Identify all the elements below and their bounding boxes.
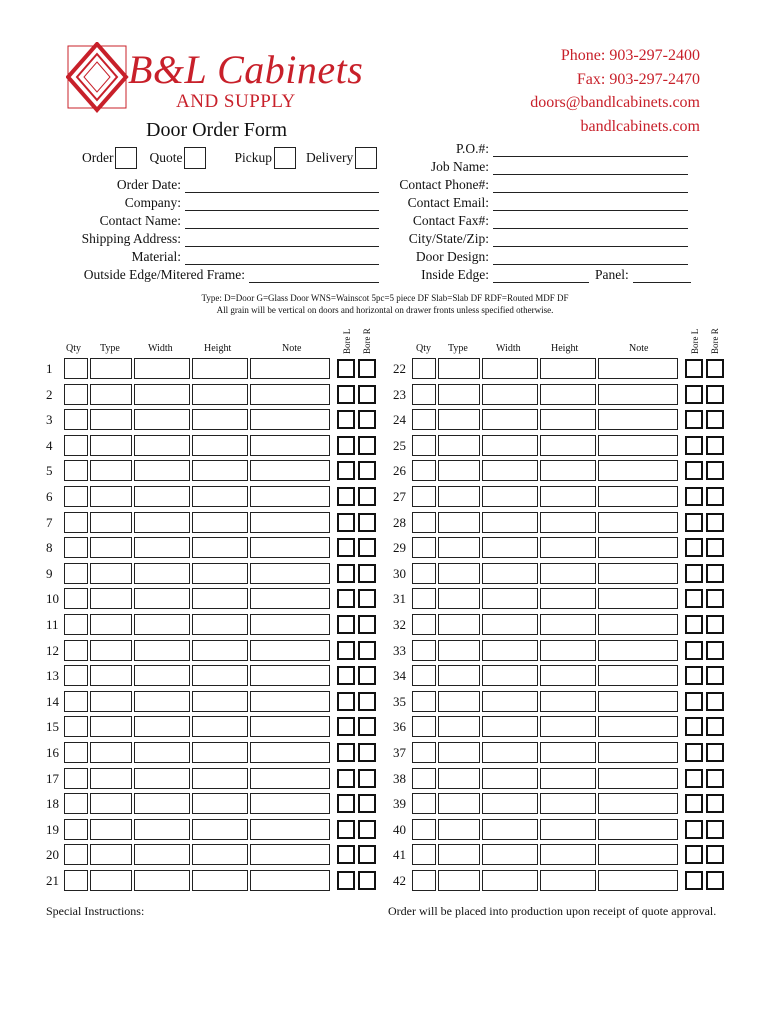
type-cell[interactable] bbox=[438, 614, 480, 635]
width-cell[interactable] bbox=[482, 819, 538, 840]
pickup-option[interactable] bbox=[234, 147, 296, 169]
order-type-row bbox=[82, 146, 377, 170]
header-qty-right: Qty bbox=[416, 343, 431, 354]
bore-right-checkbox[interactable] bbox=[706, 487, 724, 506]
bore-left-checkbox[interactable] bbox=[685, 794, 703, 813]
header-width-left: Width bbox=[148, 343, 173, 354]
height-cell[interactable] bbox=[540, 486, 596, 507]
contact-phone-field[interactable] bbox=[380, 175, 688, 193]
row-number: 36 bbox=[393, 719, 406, 735]
type-cell[interactable] bbox=[438, 844, 480, 865]
header-note-left: Note bbox=[282, 343, 302, 354]
door-design-label: Door Design: bbox=[415, 249, 489, 264]
bore-left-checkbox[interactable] bbox=[685, 845, 703, 864]
height-cell[interactable] bbox=[540, 870, 596, 891]
contact-name-field[interactable] bbox=[60, 211, 379, 229]
delivery-checkbox[interactable] bbox=[355, 147, 377, 169]
row-number: 23 bbox=[393, 386, 406, 402]
bore-right-checkbox[interactable] bbox=[706, 461, 724, 480]
website-link[interactable]: bandlcabinets.com bbox=[580, 117, 700, 135]
row-number: 15 bbox=[46, 719, 59, 735]
row-number: 31 bbox=[393, 591, 406, 607]
width-cell[interactable] bbox=[482, 409, 538, 430]
width-cell[interactable] bbox=[482, 563, 538, 584]
qty-cell[interactable] bbox=[412, 435, 436, 456]
row-number: 17 bbox=[46, 770, 59, 786]
table-row bbox=[0, 793, 770, 815]
width-cell[interactable] bbox=[482, 716, 538, 737]
note-cell[interactable] bbox=[598, 844, 678, 865]
bore-right-checkbox[interactable] bbox=[706, 666, 724, 685]
width-cell[interactable] bbox=[482, 665, 538, 686]
type-cell[interactable] bbox=[438, 358, 480, 379]
type-cell[interactable] bbox=[438, 640, 480, 661]
bore-right-checkbox[interactable] bbox=[706, 538, 724, 557]
table-row bbox=[0, 409, 770, 431]
header-width-right: Width bbox=[496, 343, 521, 354]
row-number: 30 bbox=[393, 565, 406, 581]
bore-left-checkbox[interactable] bbox=[685, 513, 703, 532]
row-number: 38 bbox=[393, 770, 406, 786]
row-number: 33 bbox=[393, 642, 406, 658]
qty-cell[interactable] bbox=[412, 460, 436, 481]
inside-edge-label: Inside Edge: bbox=[421, 267, 489, 282]
bore-left-checkbox[interactable] bbox=[685, 615, 703, 634]
special-instructions-label: Special Instructions: bbox=[46, 904, 145, 918]
material-field[interactable] bbox=[60, 247, 379, 265]
form-title: Door Order Form bbox=[146, 119, 288, 141]
bore-right-checkbox[interactable] bbox=[706, 794, 724, 813]
row-number: 39 bbox=[393, 796, 406, 812]
row-number: 26 bbox=[393, 463, 406, 479]
row-number: 25 bbox=[393, 437, 406, 453]
table-row bbox=[0, 358, 770, 380]
width-cell[interactable] bbox=[482, 742, 538, 763]
qty-cell[interactable] bbox=[412, 870, 436, 891]
contact-name-input[interactable] bbox=[185, 215, 379, 229]
contact-phone-input[interactable] bbox=[493, 179, 688, 193]
bore-right-checkbox[interactable] bbox=[706, 641, 724, 660]
width-cell[interactable] bbox=[482, 460, 538, 481]
width-cell[interactable] bbox=[482, 793, 538, 814]
table-row bbox=[0, 384, 770, 406]
row-number: 22 bbox=[393, 361, 406, 376]
height-cell[interactable] bbox=[540, 460, 596, 481]
city-state-zip-field[interactable] bbox=[380, 229, 688, 247]
row-number: 24 bbox=[393, 412, 406, 428]
bore-left-checkbox[interactable] bbox=[685, 820, 703, 839]
height-cell[interactable] bbox=[540, 588, 596, 609]
height-cell[interactable] bbox=[540, 691, 596, 712]
note-cell[interactable] bbox=[598, 614, 678, 635]
qty-cell[interactable] bbox=[412, 768, 436, 789]
height-cell[interactable] bbox=[540, 665, 596, 686]
note-cell[interactable] bbox=[598, 640, 678, 661]
row-number: 20 bbox=[46, 847, 59, 863]
bore-left-checkbox[interactable] bbox=[685, 410, 703, 429]
qty-cell[interactable] bbox=[412, 614, 436, 635]
width-cell[interactable] bbox=[482, 768, 538, 789]
header-type-left: Type bbox=[100, 343, 120, 354]
bore-right-checkbox[interactable] bbox=[706, 513, 724, 532]
table-row bbox=[0, 537, 770, 559]
bore-right-checkbox[interactable] bbox=[706, 845, 724, 864]
pickup-checkbox[interactable] bbox=[274, 147, 296, 169]
note-cell[interactable] bbox=[598, 742, 678, 763]
contact-name-label: Contact Name: bbox=[99, 213, 181, 228]
outside-edge-input[interactable] bbox=[249, 269, 379, 283]
po-input[interactable] bbox=[493, 143, 688, 157]
height-cell[interactable] bbox=[540, 435, 596, 456]
width-cell[interactable] bbox=[482, 537, 538, 558]
bore-left-checkbox[interactable] bbox=[685, 385, 703, 404]
bore-right-checkbox[interactable] bbox=[706, 410, 724, 429]
row-number: 42 bbox=[393, 873, 406, 888]
panel-label: Panel: bbox=[595, 267, 629, 282]
row-number: 21 bbox=[46, 873, 59, 888]
door-design-input[interactable] bbox=[493, 251, 688, 265]
row-number: 10 bbox=[46, 591, 59, 607]
row-number: 41 bbox=[393, 847, 406, 863]
width-cell[interactable] bbox=[482, 870, 538, 891]
note-cell[interactable] bbox=[598, 563, 678, 584]
height-cell[interactable] bbox=[540, 563, 596, 584]
contact-email-field[interactable] bbox=[380, 193, 688, 211]
table-row bbox=[0, 844, 770, 866]
note-cell[interactable] bbox=[598, 435, 678, 456]
note-cell[interactable] bbox=[598, 588, 678, 609]
width-cell[interactable] bbox=[482, 512, 538, 533]
type-cell[interactable] bbox=[438, 512, 480, 533]
width-cell[interactable] bbox=[482, 435, 538, 456]
table-row bbox=[0, 742, 770, 764]
note-cell[interactable] bbox=[598, 819, 678, 840]
delivery-option[interactable] bbox=[306, 147, 377, 169]
company-label: Company: bbox=[124, 195, 181, 210]
order-option[interactable] bbox=[82, 147, 137, 169]
qty-cell[interactable] bbox=[412, 358, 436, 379]
company-field[interactable] bbox=[60, 193, 379, 211]
width-cell[interactable] bbox=[482, 358, 538, 379]
header-bore-l-left: Bore L bbox=[342, 328, 352, 354]
width-cell[interactable] bbox=[482, 691, 538, 712]
company-logo bbox=[66, 42, 366, 114]
row-number: 28 bbox=[393, 514, 406, 530]
row-number: 37 bbox=[393, 745, 406, 760]
type-cell[interactable] bbox=[438, 563, 480, 584]
height-cell[interactable] bbox=[540, 793, 596, 814]
bore-left-checkbox[interactable] bbox=[685, 461, 703, 480]
contact-info bbox=[530, 44, 700, 138]
height-cell[interactable] bbox=[540, 614, 596, 635]
row-number: 29 bbox=[393, 540, 406, 556]
note-cell[interactable] bbox=[598, 716, 678, 737]
bore-left-checkbox[interactable] bbox=[685, 359, 703, 378]
qty-cell[interactable] bbox=[412, 716, 436, 737]
type-cell[interactable] bbox=[438, 537, 480, 558]
contact-fax-field[interactable] bbox=[380, 211, 688, 229]
job-name-label: Job Name: bbox=[430, 159, 489, 174]
header-height-right: Height bbox=[551, 343, 579, 354]
header-bore-r-left: Bore R bbox=[362, 328, 372, 354]
bore-left-checkbox[interactable] bbox=[685, 871, 703, 890]
height-cell[interactable] bbox=[540, 640, 596, 661]
table-row bbox=[0, 563, 770, 585]
bore-left-checkbox[interactable] bbox=[685, 666, 703, 685]
row-number: 5 bbox=[46, 463, 53, 479]
company-input[interactable] bbox=[185, 197, 379, 211]
type-cell[interactable] bbox=[438, 435, 480, 456]
row-number: 11 bbox=[46, 617, 59, 632]
city-state-zip-label: City/State/Zip: bbox=[408, 231, 489, 246]
quote-label: Quote bbox=[149, 150, 183, 166]
note-cell[interactable] bbox=[598, 793, 678, 814]
qty-cell[interactable] bbox=[412, 640, 436, 661]
type-cell[interactable] bbox=[438, 793, 480, 814]
production-note: Order will be placed into production upon receipt of quote approval. bbox=[388, 904, 717, 918]
bore-left-checkbox[interactable] bbox=[685, 436, 703, 455]
width-cell[interactable] bbox=[482, 844, 538, 865]
bore-right-checkbox[interactable] bbox=[706, 717, 724, 736]
note-cell[interactable] bbox=[598, 691, 678, 712]
type-cell[interactable] bbox=[438, 870, 480, 891]
bore-right-checkbox[interactable] bbox=[706, 820, 724, 839]
row-number: 4 bbox=[46, 437, 53, 453]
shipping-address-input[interactable] bbox=[185, 233, 379, 247]
table-row bbox=[0, 614, 770, 636]
company-name: B&L Cabinets bbox=[128, 47, 364, 92]
contact-phone-label: Contact Phone#: bbox=[399, 177, 489, 192]
height-cell[interactable] bbox=[540, 768, 596, 789]
row-number: 13 bbox=[46, 668, 59, 684]
table-row bbox=[0, 768, 770, 790]
height-cell[interactable] bbox=[540, 742, 596, 763]
row-number: 12 bbox=[46, 642, 59, 658]
bore-left-checkbox[interactable] bbox=[685, 769, 703, 788]
bore-left-checkbox[interactable] bbox=[685, 589, 703, 608]
type-cell[interactable] bbox=[438, 588, 480, 609]
row-number: 32 bbox=[393, 617, 406, 632]
row-number: 35 bbox=[393, 693, 406, 709]
bore-right-checkbox[interactable] bbox=[706, 564, 724, 583]
note-cell[interactable] bbox=[598, 665, 678, 686]
height-cell[interactable] bbox=[540, 537, 596, 558]
bore-right-checkbox[interactable] bbox=[706, 589, 724, 608]
bore-right-checkbox[interactable] bbox=[706, 385, 724, 404]
panel-input[interactable] bbox=[633, 269, 691, 283]
note-cell[interactable] bbox=[598, 537, 678, 558]
bore-left-checkbox[interactable] bbox=[685, 692, 703, 711]
qty-cell[interactable] bbox=[412, 486, 436, 507]
row-number: 9 bbox=[46, 565, 53, 581]
contact-fax-label: Contact Fax#: bbox=[412, 213, 489, 228]
header-note-right: Note bbox=[629, 343, 649, 354]
width-cell[interactable] bbox=[482, 640, 538, 661]
type-cell[interactable] bbox=[438, 384, 480, 405]
bore-right-checkbox[interactable] bbox=[706, 769, 724, 788]
table-row bbox=[0, 691, 770, 713]
row-number: 8 bbox=[46, 540, 53, 556]
table-row bbox=[0, 486, 770, 508]
bore-right-checkbox[interactable] bbox=[706, 615, 724, 634]
po-label: P.O.#: bbox=[455, 141, 489, 156]
header-bore-r-right: Bore R bbox=[710, 328, 720, 354]
bore-right-checkbox[interactable] bbox=[706, 359, 724, 378]
note-cell[interactable] bbox=[598, 460, 678, 481]
row-number: 14 bbox=[46, 693, 59, 709]
bore-left-checkbox[interactable] bbox=[685, 487, 703, 506]
height-cell[interactable] bbox=[540, 384, 596, 405]
qty-cell[interactable] bbox=[412, 742, 436, 763]
header-type-right: Type bbox=[448, 343, 468, 354]
door-design-field[interactable] bbox=[380, 247, 688, 265]
row-number: 7 bbox=[46, 514, 53, 530]
material-input[interactable] bbox=[185, 251, 379, 265]
qty-cell[interactable] bbox=[412, 665, 436, 686]
diamond-logo-icon bbox=[66, 42, 130, 114]
qty-cell[interactable] bbox=[412, 844, 436, 865]
order-date-field[interactable] bbox=[60, 175, 379, 193]
quote-option[interactable] bbox=[149, 147, 206, 169]
row-number: 18 bbox=[46, 796, 59, 812]
table-row bbox=[0, 819, 770, 841]
contact-email-label: Contact Email: bbox=[407, 195, 489, 210]
type-cell[interactable] bbox=[438, 819, 480, 840]
qty-cell[interactable] bbox=[412, 588, 436, 609]
height-cell[interactable] bbox=[540, 844, 596, 865]
contact-fax-input[interactable] bbox=[493, 215, 688, 229]
qty-cell[interactable] bbox=[412, 537, 436, 558]
city-state-zip-input[interactable] bbox=[493, 233, 688, 247]
qty-cell[interactable] bbox=[412, 409, 436, 430]
contact-email-input[interactable] bbox=[493, 197, 688, 211]
bore-right-checkbox[interactable] bbox=[706, 871, 724, 890]
note-cell[interactable] bbox=[598, 358, 678, 379]
width-cell[interactable] bbox=[482, 384, 538, 405]
qty-cell[interactable] bbox=[412, 691, 436, 712]
inside-edge-input[interactable] bbox=[493, 269, 589, 283]
row-number: 34 bbox=[393, 668, 406, 684]
row-number: 16 bbox=[46, 745, 59, 760]
bore-left-checkbox[interactable] bbox=[685, 564, 703, 583]
qty-cell[interactable] bbox=[412, 563, 436, 584]
qty-cell[interactable] bbox=[412, 793, 436, 814]
height-cell[interactable] bbox=[540, 512, 596, 533]
bore-right-checkbox[interactable] bbox=[706, 436, 724, 455]
inside-edge-field[interactable] bbox=[380, 265, 691, 283]
order-date-label: Order Date: bbox=[116, 177, 181, 192]
width-cell[interactable] bbox=[482, 614, 538, 635]
bore-left-checkbox[interactable] bbox=[685, 641, 703, 660]
table-row bbox=[0, 512, 770, 534]
shipping-address-field[interactable] bbox=[60, 229, 379, 247]
row-number: 27 bbox=[393, 489, 406, 504]
job-name-input[interactable] bbox=[493, 161, 688, 175]
header-bore-l-right: Bore L bbox=[690, 328, 700, 354]
qty-cell[interactable] bbox=[412, 819, 436, 840]
table-row bbox=[0, 588, 770, 610]
note-cell[interactable] bbox=[598, 768, 678, 789]
outside-edge-field[interactable] bbox=[60, 265, 379, 283]
table-row bbox=[0, 460, 770, 482]
table-row bbox=[0, 435, 770, 457]
order-checkbox[interactable] bbox=[115, 147, 137, 169]
type-cell[interactable] bbox=[438, 460, 480, 481]
width-cell[interactable] bbox=[482, 486, 538, 507]
note-cell[interactable] bbox=[598, 409, 678, 430]
bore-left-checkbox[interactable] bbox=[685, 717, 703, 736]
type-cell[interactable] bbox=[438, 409, 480, 430]
row-number: 40 bbox=[393, 821, 406, 837]
note-cell[interactable] bbox=[598, 870, 678, 891]
shipping-address-label: Shipping Address: bbox=[81, 231, 181, 246]
bore-left-checkbox[interactable] bbox=[685, 538, 703, 557]
header-height-left: Height bbox=[204, 343, 232, 354]
qty-cell[interactable] bbox=[412, 384, 436, 405]
material-label: Material: bbox=[131, 249, 181, 264]
table-row bbox=[0, 640, 770, 662]
order-label: Order bbox=[82, 150, 114, 166]
type-cell[interactable] bbox=[438, 716, 480, 737]
quote-checkbox[interactable] bbox=[184, 147, 206, 169]
height-cell[interactable] bbox=[540, 409, 596, 430]
email-link[interactable]: doors@bandlcabinets.com bbox=[530, 94, 700, 111]
row-number: 19 bbox=[46, 821, 59, 837]
table-row bbox=[0, 870, 770, 892]
row-number: 1 bbox=[46, 361, 53, 376]
bore-right-checkbox[interactable] bbox=[706, 692, 724, 711]
bore-right-checkbox[interactable] bbox=[706, 743, 724, 762]
type-cell[interactable] bbox=[438, 665, 480, 686]
phone-text: Phone: 903-297-2400 bbox=[560, 47, 700, 64]
company-subtitle: AND SUPPLY bbox=[176, 91, 296, 112]
height-cell[interactable] bbox=[540, 716, 596, 737]
delivery-label: Delivery bbox=[306, 150, 354, 166]
type-cell[interactable] bbox=[438, 691, 480, 712]
type-cell[interactable] bbox=[438, 768, 480, 789]
note-cell[interactable] bbox=[598, 512, 678, 533]
table-row bbox=[0, 716, 770, 738]
type-legend: Type: D=Door G=Glass Door WNS=Wainscot 5pc=5 piece DF Slab=Slab DF RDF=Routed MDF DF bbox=[201, 293, 569, 303]
width-cell[interactable] bbox=[482, 588, 538, 609]
order-date-input[interactable] bbox=[185, 179, 379, 193]
fax-text: Fax: 903-297-2470 bbox=[576, 70, 700, 88]
pickup-label: Pickup bbox=[234, 150, 272, 166]
grain-note: All grain will be vertical on doors and horizontal on drawer fronts unless specified otherwise. bbox=[216, 305, 554, 315]
qty-cell[interactable] bbox=[412, 512, 436, 533]
note-cell[interactable] bbox=[598, 486, 678, 507]
row-number: 6 bbox=[46, 489, 53, 504]
row-number: 2 bbox=[46, 386, 53, 402]
outside-edge-label: Outside Edge/Mitered Frame: bbox=[83, 267, 245, 282]
height-cell[interactable] bbox=[540, 819, 596, 840]
height-cell[interactable] bbox=[540, 358, 596, 379]
bore-left-checkbox[interactable] bbox=[685, 743, 703, 762]
po-field[interactable] bbox=[380, 139, 688, 157]
type-cell[interactable] bbox=[438, 742, 480, 763]
note-cell[interactable] bbox=[598, 384, 678, 405]
type-cell[interactable] bbox=[438, 486, 480, 507]
row-number: 3 bbox=[46, 412, 53, 428]
table-row bbox=[0, 665, 770, 687]
header-qty-left: Qty bbox=[66, 343, 81, 354]
job-name-field[interactable] bbox=[380, 157, 688, 175]
